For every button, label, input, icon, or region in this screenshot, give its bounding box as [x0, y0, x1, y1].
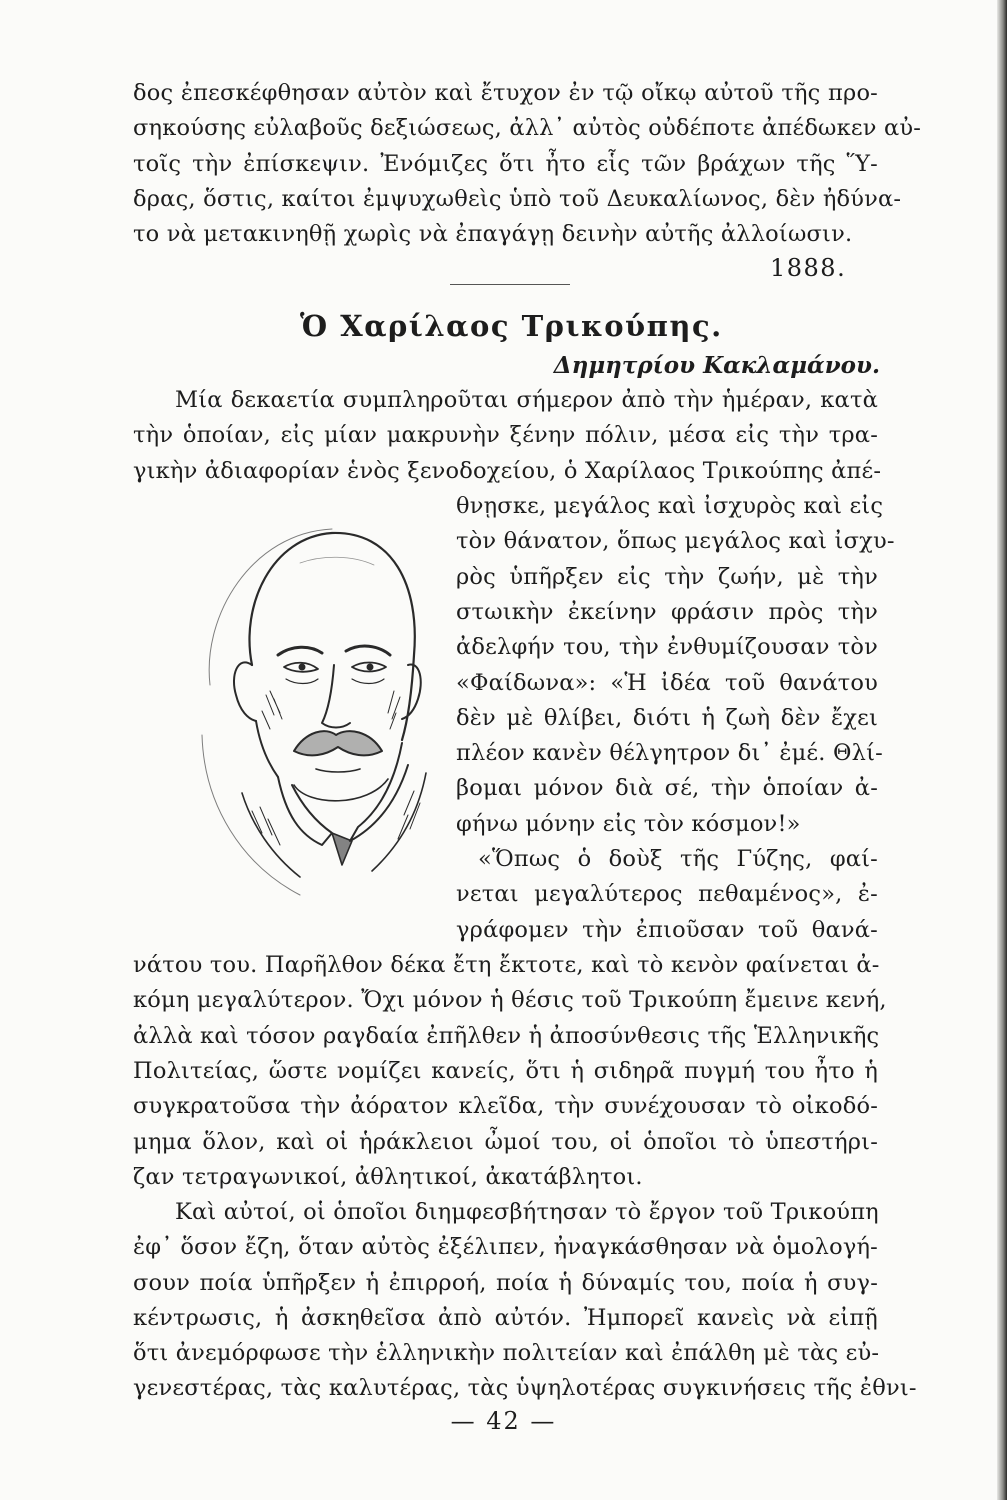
text-line: «Φαίδωνα»: «Ἡ ἰδέα τοῦ θανάτου [456, 670, 878, 696]
text-line: γράφομεν τὴν ἐπιοῦσαν τοῦ θανά- [456, 917, 878, 943]
text-line: δὲν μὲ θλίβει, διότι ἡ ζωὴ δὲν ἔχει [456, 705, 878, 731]
text-line: στωικὴν ἐκείνην φράσιν πρὸς τὴν [456, 599, 878, 625]
text-line: γικὴν ἀδιαφορίαν ἑνὸς ξενοδοχείου, ὁ Χαρίλαος Τρικούπης ἀπέ- [133, 458, 882, 484]
text-line: Καὶ αὐτοί, οἱ ὁποῖοι διημφεσβήτησαν τὸ ἔργον τοῦ Τρικούπη [175, 1199, 879, 1225]
text-line: ἀλλὰ καὶ τόσον ραγδαία ἐπῆλθεν ἡ ἀποσύνθεσις τῆς Ἑλληνικῆς [133, 1023, 880, 1049]
scan-edge [997, 0, 1007, 1500]
text-line: δος ἐπεσκέφθησαν αὐτὸν καὶ ἔτυχον ἐν τῷ οἴκῳ αὐτοῦ τῆς προ- [133, 80, 878, 106]
text-line: τὸν θάνατον, ὅπως μεγάλος καὶ ἰσχυ- [456, 528, 895, 554]
text-line: τοῖς τὴν ἐπίσκεψιν. Ἐνόμιζες ὅτι ἦτο εἷς τῶν βράχων τῆς Ὕ- [133, 151, 878, 177]
text-line: πλέον κανὲν θέλγητρον δι᾽ ἐμέ. Θλί- [456, 740, 883, 766]
text-line: τὴν ὁποίαν, εἰς μίαν μακρυνὴν ξένην πόλιν, μέσα εἰς τὴν τρα- [133, 422, 878, 448]
text-line: Μία δεκαετία συμπληροῦται σήμερον ἀπὸ τὴν ἡμέραν, κατὰ [175, 387, 878, 413]
text-line: το νὰ μετακινηθῇ χωρὶς νὰ ἐπαγάγῃ δεινὴν αὐτῆς ἀλλοίωσιν. [133, 221, 853, 247]
text-line: ζαν τετραγωνικοί, ἀθλητικοί, ἀκατάβλητοι. [133, 1164, 643, 1190]
text-line: σηκούσης εὐλαβοῦς δεξιώσεως, ἀλλ᾽ αὐτὸς οὐδέποτε ἀπέδωκεν αὐ- [133, 115, 922, 141]
year-date: 1888. [770, 254, 847, 282]
text-line: φήνω μόνην εἰς τὸν κόσμον!» [456, 811, 801, 837]
text-line: Πολιτείας, ὥστε νομίζει κανείς, ὅτι ἡ σιδηρᾶ πυγμή του ἦτο ἡ [133, 1058, 878, 1084]
text-line: βομαι μόνον διὰ σέ, τὴν ὁποίαν ἀ- [456, 775, 878, 801]
text-line: κέντρωσις, ἡ ἀσκηθεῖσα ἀπὸ αὐτόν. Ἠμπορεῖ κανεὶς νὰ εἰπῇ [133, 1305, 878, 1331]
text-line: δρας, ὅστις, καίτοι ἐμψυχωθεὶς ὑπὸ τοῦ Δευκαλίωνος, δὲν ἠδύνα- [133, 186, 902, 212]
text-line: γενεστέρας, τὰς καλυτέρας, τὰς ὑψηλοτέρας συγκινήσεις τῆς ἐθνι- [133, 1375, 917, 1401]
text-line: «Ὅπως ὁ δοὺξ τῆς Γύζης, φαί- [478, 846, 878, 872]
article-author: Δημητρίου Καкλαμάνου. [553, 352, 880, 379]
text-line: ἐφ᾽ ὅσον ἔζη, ὅταν αὐτὸς ἐξέλιπεν, ἠναγκάσθησαν νὰ ὁμολογή- [133, 1234, 878, 1260]
text-line: συγκρατοῦσα τὴν ἀόρατον κλεῖδα, τὴν συνέχουσαν τὸ οἰκοδό- [133, 1093, 878, 1119]
text-line: ὅτι ἀνεμόρφωσε τὴν ἑλληνικὴν πολιτείαν καὶ ἐπάλθη μὲ τὰς εὐ- [133, 1340, 880, 1366]
article-title: Ὁ Χαρίλαος Τρικούπης. [300, 309, 723, 343]
page-number: — 42 — [450, 1407, 557, 1435]
portrait-illustration [182, 515, 454, 900]
section-divider [450, 284, 570, 285]
text-line: νεται μεγαλύτερος πεθαμένος», ἐ- [456, 881, 878, 907]
text-line: ρὸς ὑπῆρξεν εἰς τὴν ζωήν, μὲ τὴν [456, 564, 878, 590]
text-line: σουν ποία ὑπῆρξεν ἡ ἐπιρροή, ποία ἡ δύναμίς του, ποία ἡ συγ- [133, 1270, 878, 1296]
text-line: κόμη μεγαλύτερον. Ὄχι μόνον ἡ θέσις τοῦ Τρικούπη ἔμεινε κενή, [133, 987, 887, 1013]
text-line: θνῃσκε, μεγάλος καὶ ἰσχυρὸς καὶ εἰς [456, 493, 884, 519]
text-line: μημα ὅλον, καὶ οἱ ἡράκλειοι ὦμοί του, οἱ ὁποῖοι τὸ ὑπεστήρι- [133, 1129, 878, 1155]
text-line: νάτου του. Παρῆλθον δέκα ἔτη ἔκτοτε, καὶ τὸ κενὸν φαίνεται ἀ- [133, 952, 880, 978]
text-line: ἀδελφήν του, τὴν ἐνθυμίζουσαν τὸν [456, 634, 878, 660]
